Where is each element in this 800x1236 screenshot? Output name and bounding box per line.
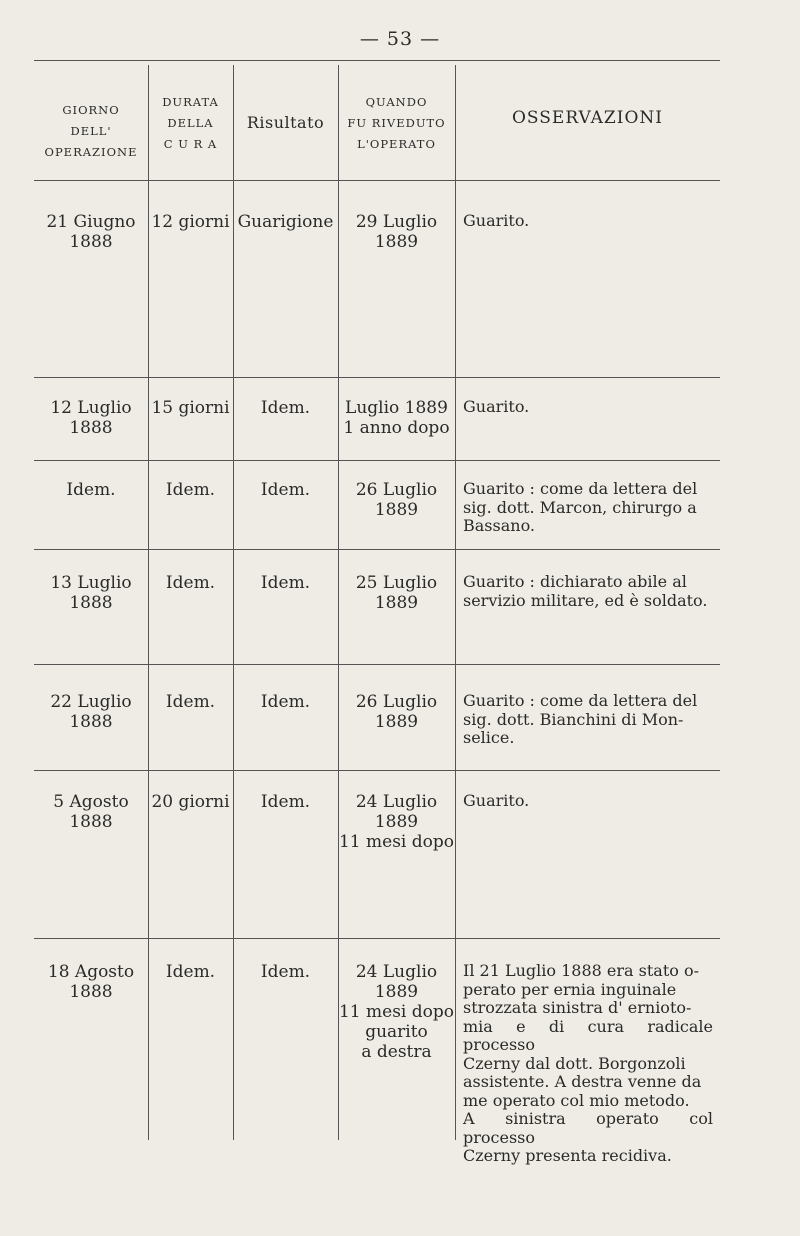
- cell-quando: [338, 480, 455, 520]
- cell-giorno: [34, 212, 148, 252]
- row-rule: [34, 664, 720, 665]
- page-number: — 53 —: [359, 28, 441, 50]
- cell-line: Idem.: [260, 962, 311, 982]
- cell-line: Idem.: [165, 692, 216, 712]
- cell-quando: [338, 573, 455, 613]
- cell-risultato: [233, 792, 338, 812]
- cell-line: Bassano.: [463, 516, 535, 535]
- cell-osservazioni: [463, 573, 713, 610]
- cell-quando: [338, 962, 455, 1062]
- cell-giorno: [34, 398, 148, 438]
- cell-line: 24 Luglio: [355, 792, 438, 812]
- cell-durata: [148, 692, 233, 712]
- cell-line: 24 Luglio: [355, 962, 438, 982]
- cell-line: Idem.: [66, 480, 116, 500]
- cell-osservazioni: [463, 212, 713, 231]
- cell-line: 11 mesi dopo: [338, 1002, 454, 1022]
- cell-osservazioni: [463, 480, 713, 536]
- cell-quando: [338, 212, 455, 252]
- cell-line: Idem.: [260, 573, 311, 593]
- cell-line: Guarito.: [463, 397, 530, 416]
- header-durata-line: DELLA: [167, 116, 214, 130]
- row-rule: [34, 938, 720, 939]
- cell-risultato: [233, 692, 338, 712]
- cell-line: 1888: [69, 418, 113, 438]
- cell-line: Guarito.: [463, 791, 530, 810]
- cell-line: 29 Luglio: [355, 212, 438, 232]
- cell-durata: [148, 792, 233, 812]
- cell-line: Guarito : come da lettera del: [463, 691, 698, 710]
- header-giorno-line: OPERAZIONE: [44, 145, 138, 159]
- cell-line: 11 mesi dopo: [338, 832, 454, 852]
- cell-line: 12 giorni: [151, 212, 230, 232]
- cell-line: assistente. A destra venne da: [463, 1072, 702, 1091]
- row-rule: [34, 377, 720, 378]
- cell-quando: [338, 692, 455, 732]
- cell-durata: [148, 398, 233, 418]
- cell-line: 15 giorni: [151, 398, 230, 418]
- cell-line: 20 giorni: [151, 792, 230, 812]
- cell-line: Idem.: [260, 480, 311, 500]
- cell-line: perato per ernia inguinale: [463, 979, 677, 999]
- cell-risultato: [233, 573, 338, 593]
- cell-line: 18 Agosto: [47, 962, 135, 982]
- cell-line: 13 Luglio: [50, 573, 132, 593]
- cell-line: 1888: [69, 232, 113, 252]
- header-giorno-line: GIORNO: [62, 103, 120, 117]
- cell-line: 5 Agosto: [53, 792, 129, 812]
- cell-line: 26 Luglio: [355, 480, 438, 500]
- cell-line: guarito: [365, 1022, 428, 1042]
- cell-line: sig. dott. Marcon, chirurgo a: [463, 497, 697, 517]
- cell-line: Il 21 Luglio 1888 era stato o-: [463, 961, 700, 980]
- header-durata-line: C U R A: [163, 137, 218, 151]
- cell-line: Idem.: [260, 692, 311, 712]
- cell-line: Czerny dal dott. Borgonzoli: [463, 1053, 686, 1073]
- cell-line: Guarigione: [237, 212, 334, 232]
- row-rule: [34, 770, 720, 771]
- cell-line: 21 Giugno: [46, 212, 136, 232]
- cell-durata: [148, 212, 233, 232]
- cell-line: Idem.: [260, 792, 311, 812]
- cell-line: 1 anno dopo: [343, 418, 450, 438]
- cell-line: Luglio 1889: [345, 398, 448, 418]
- header-quando-line: FU RIVEDUTO: [347, 116, 446, 130]
- cell-line: 1889: [374, 593, 419, 613]
- cell-line: 25 Luglio: [355, 573, 438, 593]
- cell-line: 1889: [374, 712, 419, 732]
- header-giorno-line: DELL': [70, 124, 112, 138]
- cell-line: Czerny presenta recidiva.: [463, 1146, 672, 1165]
- table-top-rule: [34, 60, 720, 61]
- cell-line: Idem.: [165, 962, 216, 982]
- cell-line: strozzata sinistra d' ernioto-: [463, 998, 692, 1017]
- cell-osservazioni: [463, 792, 713, 811]
- cell-line: sig. dott. Bianchini di Mon-: [463, 709, 684, 729]
- cell-line: me operato col mio metodo.: [463, 1090, 690, 1110]
- cell-line: servizio militare, ed è soldato.: [463, 590, 708, 610]
- row-rule: [34, 460, 720, 461]
- header-rule: [34, 180, 720, 181]
- header-quando-line: QUANDO: [365, 95, 428, 109]
- cell-risultato: [233, 398, 338, 418]
- header-osservazioni-label: OSSERVAZIONI: [512, 108, 663, 128]
- cell-line: A sinistra operato col processo: [463, 1109, 713, 1147]
- cell-line: 1889: [374, 812, 419, 832]
- cell-line: Guarito : dichiarato abile al: [463, 572, 687, 591]
- cell-line: 1888: [69, 712, 113, 732]
- cell-osservazioni: [463, 962, 713, 1166]
- cell-giorno: [34, 962, 148, 1002]
- cell-risultato: [233, 962, 338, 982]
- cell-line: 12 Luglio: [50, 398, 132, 418]
- cell-line: Guarito.: [463, 211, 530, 230]
- column-rule: [455, 65, 456, 1140]
- cell-quando: [338, 398, 455, 438]
- cell-line: 1889: [374, 232, 419, 252]
- cell-line: 1889: [374, 982, 419, 1002]
- cell-line: 1888: [69, 593, 113, 613]
- cell-line: selice.: [463, 728, 515, 747]
- cell-quando: [338, 792, 455, 852]
- cell-line: Idem.: [165, 480, 216, 500]
- cell-line: 1888: [69, 812, 113, 832]
- cell-line: Guarito : come da lettera del: [463, 479, 698, 498]
- cell-line: a destra: [361, 1042, 432, 1062]
- cell-line: Idem.: [165, 573, 216, 593]
- header-osservazioni: [455, 108, 720, 129]
- cell-durata: [148, 480, 233, 500]
- header-durata-line: DURATA: [162, 95, 219, 109]
- cell-osservazioni: [463, 692, 713, 748]
- cell-risultato: [233, 480, 338, 500]
- cell-giorno: [34, 480, 148, 500]
- cell-line: 26 Luglio: [355, 692, 438, 712]
- cell-giorno: [34, 792, 148, 832]
- header-quando-line: L'OPERATO: [357, 137, 436, 151]
- cell-risultato: [233, 212, 338, 232]
- cell-giorno: [34, 692, 148, 732]
- header-risultato-label: Risultato: [246, 113, 325, 132]
- header-giorno: [34, 100, 148, 163]
- cell-line: 22 Luglio: [50, 692, 132, 712]
- cell-line: 1888: [69, 982, 113, 1002]
- cell-line: Idem.: [260, 398, 311, 418]
- header-durata: [148, 92, 233, 155]
- header-risultato: [233, 112, 338, 133]
- cell-durata: [148, 962, 233, 982]
- cell-line: 1889: [374, 500, 419, 520]
- header-quando: [338, 92, 455, 155]
- cell-durata: [148, 573, 233, 593]
- cell-osservazioni: [463, 398, 713, 417]
- row-rule: [34, 549, 720, 550]
- cell-line: mia e di cura radicale processo: [463, 1016, 713, 1054]
- cell-giorno: [34, 573, 148, 613]
